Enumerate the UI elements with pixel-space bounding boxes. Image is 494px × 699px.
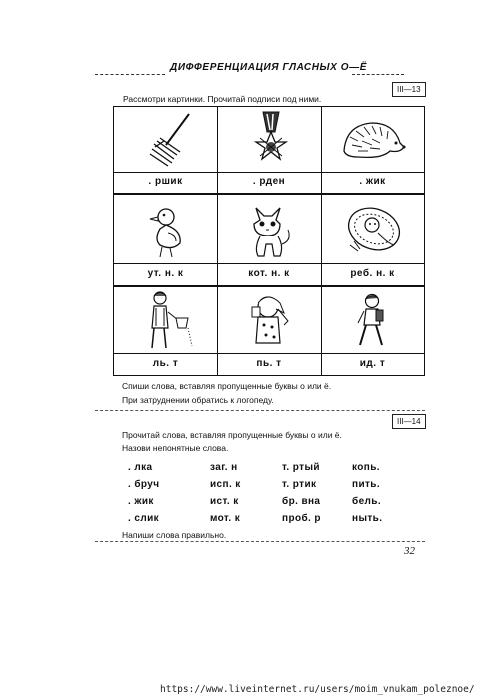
cell-label: ут. н. к [147, 268, 184, 279]
section-divider [95, 410, 425, 411]
grid-divider [114, 353, 424, 354]
header-rule-right [352, 74, 404, 75]
word-item: бр. вна [282, 496, 321, 507]
page-number: 32 [404, 545, 415, 557]
medal-icon [251, 110, 291, 170]
grid-divider [114, 172, 424, 173]
section-divider [95, 541, 425, 542]
word-item: т. ртик [282, 479, 317, 490]
word-item: проб. р [282, 513, 321, 524]
word-item: исп. к [210, 479, 241, 490]
word-item: . слик [128, 513, 160, 524]
source-url[interactable]: https://www.liveinternet.ru/users/moim_vnukam_poleznoe/ [160, 684, 475, 695]
cell-label: пь. т [256, 358, 282, 369]
girl-drinking-icon [240, 291, 298, 351]
page-title: ДИФФЕРЕНЦИАЦИЯ ГЛАСНЫХ О—Ё [170, 62, 368, 73]
exercise-code: III—14 [392, 414, 426, 429]
exercise-hint: При затруднении обратись к логопеду. [122, 395, 274, 405]
cell-label: кот. н. к [248, 268, 290, 279]
exercise-instruction: Прочитай слова, вставляя пропущенные буквы о или ё. [122, 430, 342, 440]
exercise-task: Спиши слова, вставляя пропущенные буквы о или ё. [122, 381, 332, 391]
grid-divider [217, 107, 218, 375]
word-item: ист. к [210, 496, 239, 507]
girl-watering-icon [138, 290, 194, 352]
cell-label: ид. т [359, 358, 386, 369]
grid-divider [114, 285, 424, 287]
boy-walking-icon [350, 293, 394, 351]
cell-label: ль. т [152, 358, 179, 369]
exercise-task: Напиши слова правильно. [122, 530, 227, 540]
word-item: . жик [128, 496, 154, 507]
word-item: бель. [352, 496, 382, 507]
word-item: ныть. [352, 513, 383, 524]
grid-divider [114, 263, 424, 264]
picture-grid [113, 106, 425, 376]
exercise-code: III—13 [392, 82, 426, 97]
word-item: пить. [352, 479, 381, 490]
baby-icon [344, 199, 406, 259]
brush-icon [144, 111, 194, 169]
grid-divider [114, 193, 424, 195]
kitten-icon [246, 200, 294, 260]
cell-label: . рден [252, 176, 286, 187]
cell-label: . жик [359, 176, 386, 187]
word-item: т. ртый [282, 462, 320, 473]
word-item: мот. к [210, 513, 241, 524]
word-item: . бруч [128, 479, 160, 490]
cell-label: реб. н. к [350, 268, 395, 279]
exercise-instruction: Рассмотри картинки. Прочитай подписи под ними. [123, 94, 322, 104]
hedgehog-icon [338, 115, 408, 163]
cell-label: . ршик [148, 176, 183, 187]
word-item: заг. н [210, 462, 238, 473]
duckling-icon [142, 203, 188, 259]
grid-divider [321, 107, 322, 375]
word-item: . лка [128, 462, 153, 473]
header-rule-left [95, 74, 165, 75]
word-item: копь. [352, 462, 380, 473]
exercise-instruction-secondary: Назови непонятные слова. [122, 443, 229, 453]
